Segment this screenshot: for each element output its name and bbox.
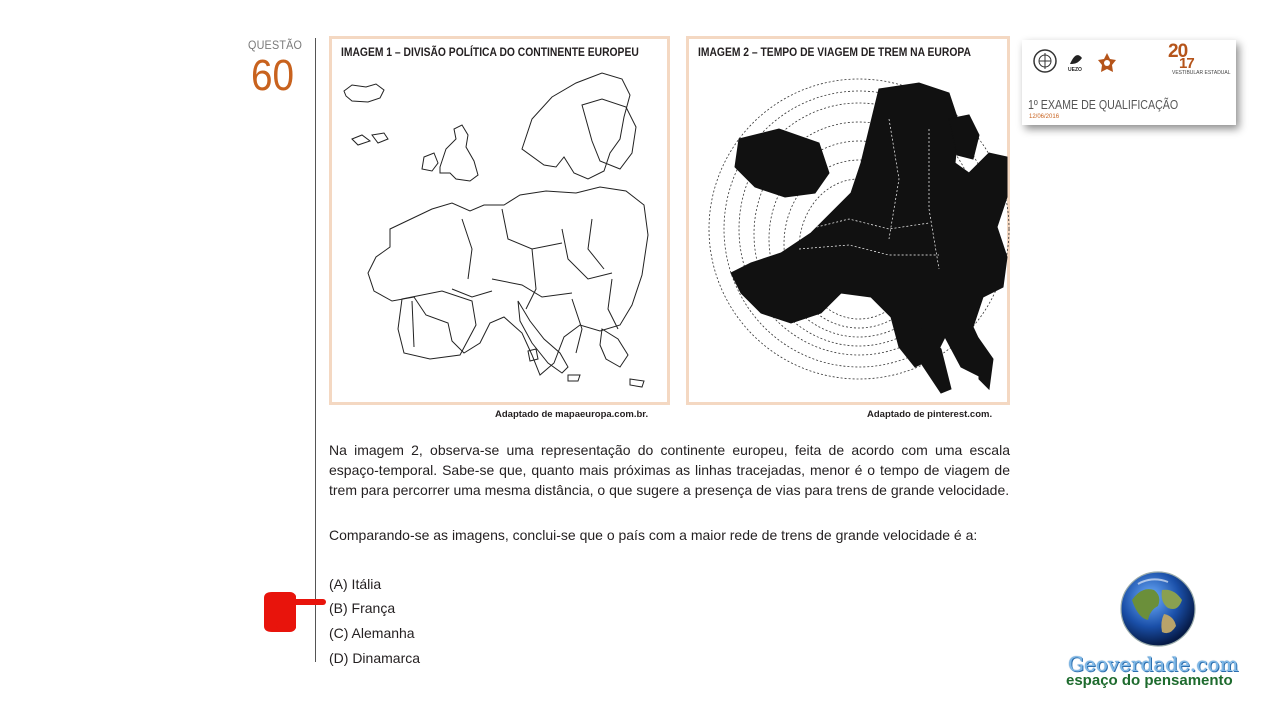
watermark-title: Geoverdade.com bbox=[1068, 652, 1239, 676]
exam-title: 1º EXAME DE QUALIFICAÇÃO bbox=[1028, 97, 1179, 112]
question-number: 60 bbox=[251, 51, 295, 100]
uezo-logo-icon bbox=[1068, 52, 1084, 66]
uezo-logo-label: UEZO bbox=[1068, 67, 1082, 73]
vertical-divider bbox=[315, 38, 316, 662]
exam-date: 12/06/2016 bbox=[1029, 114, 1060, 120]
europe-political-map-graphic bbox=[332, 39, 673, 408]
logo-subtitle: VESTIBULAR ESTADUAL bbox=[1172, 70, 1231, 76]
exam-header-card bbox=[1022, 40, 1236, 125]
crest-icon bbox=[1096, 52, 1118, 74]
globe-icon bbox=[1118, 570, 1198, 648]
question-prompt-paragraph: Comparando-se as imagens, conclui-se que o país com a maior rede de trens de grande velocidade é a: bbox=[329, 527, 978, 543]
image-1-political-map bbox=[329, 36, 670, 405]
university-seal-icon bbox=[1032, 48, 1058, 74]
image-1-title: IMAGEM 1 – DIVISÃO POLÍTICA DO CONTINENTE EUROPEU bbox=[341, 45, 639, 59]
logo-year-bottom: 17 bbox=[1179, 55, 1194, 72]
question-context-paragraph: Na imagem 2, observa-se uma representação do continente europeu, feita de acordo com uma escala espaço-temporal. Sabe-se que, quanto mais próximas as linhas tracejadas, menor é o tempo de viagem de trem para percorrer uma mesma distância, o que sugere a presença de vias para trens de grande velocidade. bbox=[329, 442, 1010, 498]
logo-year-top: 20 bbox=[1168, 41, 1188, 62]
option-c[interactable]: (C) Alemanha bbox=[329, 625, 415, 641]
image-2-caption: Adaptado de pinterest.com. bbox=[867, 409, 993, 420]
image-2-train-time-map bbox=[686, 36, 1010, 405]
pointing-hand-icon bbox=[260, 588, 328, 632]
option-b[interactable]: (B) França bbox=[329, 600, 396, 616]
option-a[interactable]: (A) Itália bbox=[329, 576, 382, 592]
image-2-title: IMAGEM 2 – TEMPO DE VIAGEM DE TREM NA EUROPA bbox=[698, 45, 971, 59]
question-label: QUESTÃO bbox=[248, 38, 303, 52]
option-d[interactable]: (D) Dinamarca bbox=[329, 650, 421, 666]
train-time-map-graphic bbox=[689, 39, 1013, 408]
image-1-caption: Adaptado de mapaeuropa.com.br. bbox=[495, 409, 649, 420]
watermark-subtitle: espaço do pensamento bbox=[1066, 672, 1233, 689]
